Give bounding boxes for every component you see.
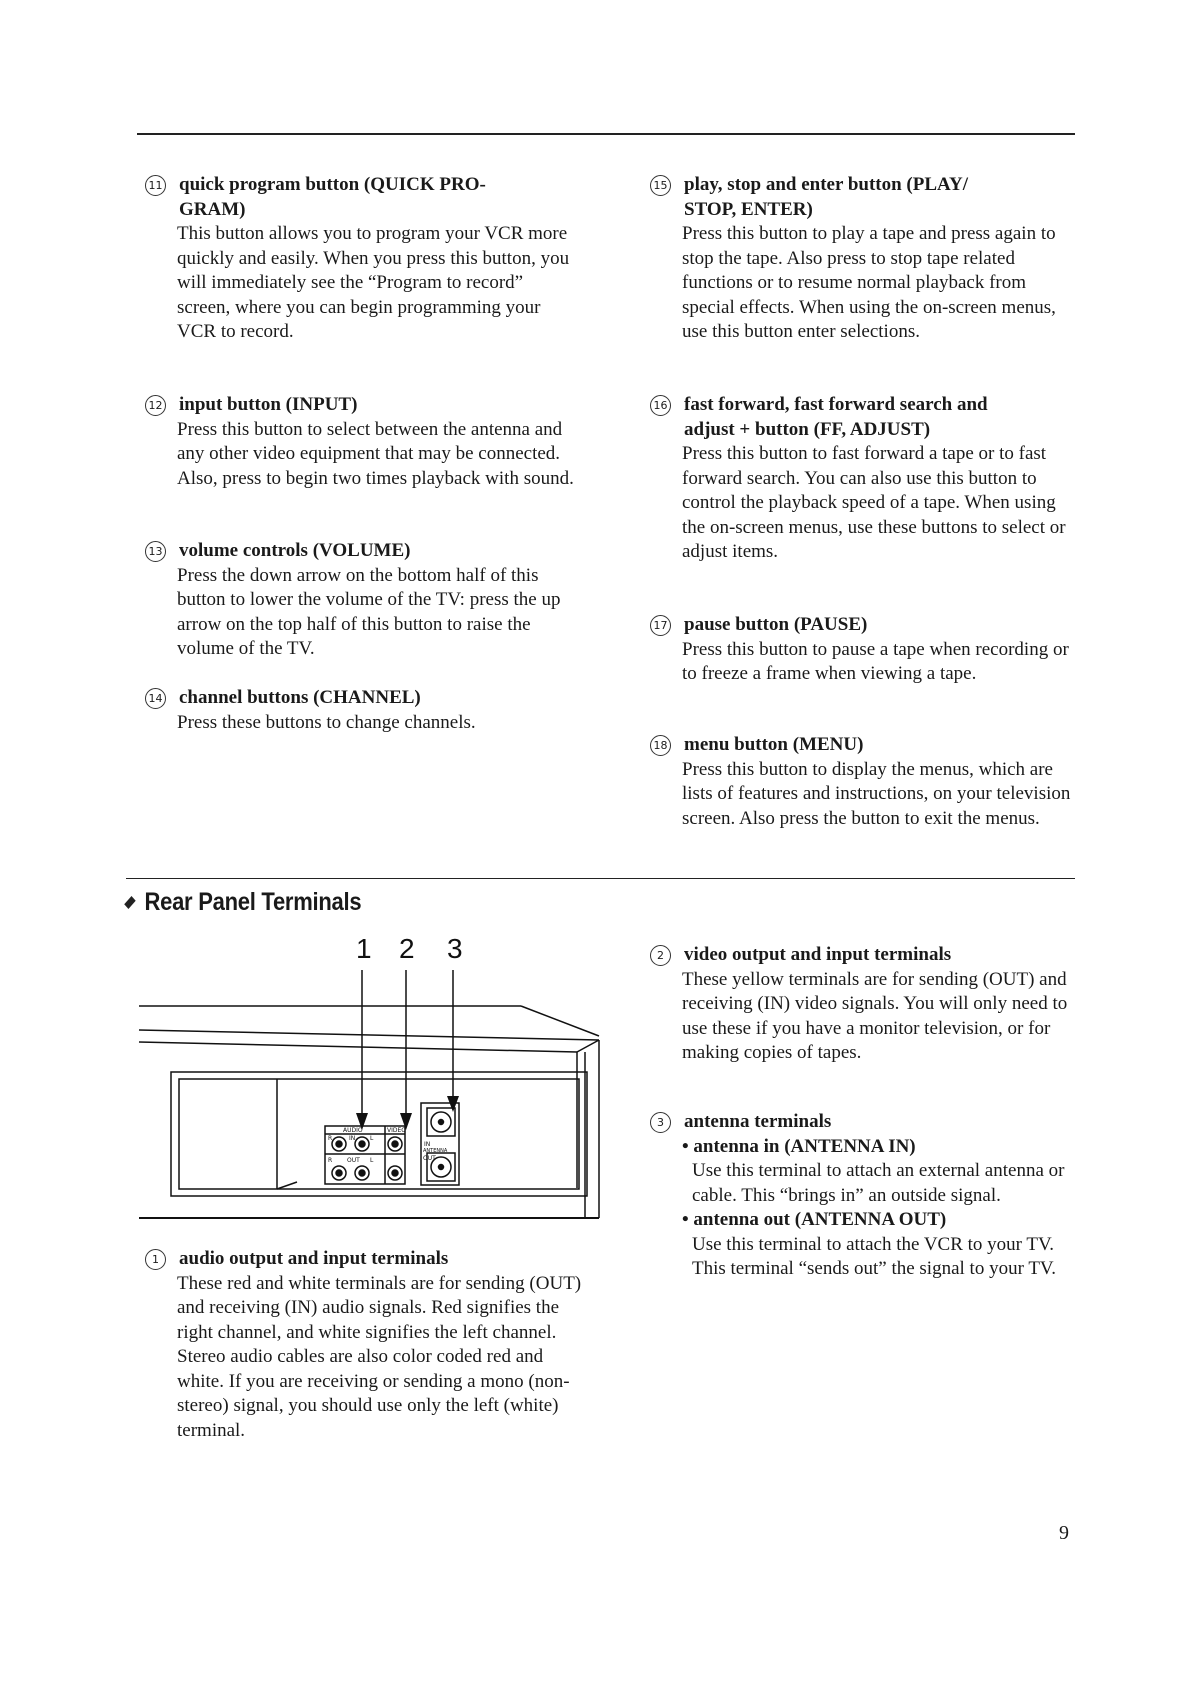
callout-label: 3 xyxy=(447,933,463,964)
item-input xyxy=(148,393,577,491)
panel-label-ant-out: OUT xyxy=(423,1155,436,1162)
panel-label-r-out: R xyxy=(328,1157,333,1164)
item-title: video output and input terminals xyxy=(684,944,952,965)
item-fast-forward xyxy=(653,393,1082,565)
item-body: Press this button to play a tape and press again to stop the tape. Also press to stop tape related functions or to resume normal playback from special effects. When using the on-screen menus, use this button enter selections. xyxy=(682,223,1056,342)
diamond-bullet-icon xyxy=(124,896,135,909)
top-rule xyxy=(137,133,1075,135)
item-audio-terminals xyxy=(152,1247,587,1443)
item-body: Press this button to fast forward a tape or to fast forward search. You can also use this button to control the playback speed of a tape. When using the on-screen menus, use these buttons to select or adjust items. xyxy=(682,443,1066,562)
item-channel xyxy=(148,686,577,735)
number-badge: 2 xyxy=(650,945,671,966)
page-number: 9 xyxy=(1059,1522,1069,1544)
item-title: volume controls (VOLUME) xyxy=(179,540,411,561)
section-rule xyxy=(126,878,1075,879)
item-antenna-terminals xyxy=(657,1110,1082,1282)
item-body: This button allows you to program your VCR more quickly and easily. When you press this button, you will immediately see the “Program to record” screen, where you can begin programming your VCR to record. xyxy=(177,223,570,342)
panel-label-r-in: R xyxy=(328,1135,333,1142)
panel-label-ant-in: IN xyxy=(424,1141,431,1148)
item-body: Press this button to pause a tape when recording or to freeze a frame when viewing a tape. xyxy=(682,638,1069,684)
item-title: fast forward, fast forward search and adjust + button (FF, ADJUST) xyxy=(684,394,988,440)
item-body: Press this button to display the menus, which are lists of features and instructions, on your television screen. Also press the button to exit the menus. xyxy=(682,758,1071,829)
antenna-in-subitem xyxy=(682,1135,1082,1209)
number-badge: 11 xyxy=(145,175,166,196)
subitem-body: Use this terminal to attach an external antenna or cable. This “brings in” an outside signal. xyxy=(692,1160,1065,1206)
item-play-stop-enter xyxy=(653,173,1082,345)
item-title: antenna terminals xyxy=(684,1111,832,1132)
item-title: channel buttons (CHANNEL) xyxy=(179,687,421,708)
number-badge: 12 xyxy=(145,395,166,416)
antenna-out-subitem xyxy=(682,1208,1082,1282)
item-title: input button (INPUT) xyxy=(179,394,358,415)
number-badge: 18 xyxy=(650,735,671,756)
panel-label-audio: AUDIO xyxy=(343,1127,363,1134)
item-title: play, stop and enter button (PLAY/ STOP, ENTER) xyxy=(684,174,969,220)
callout-label: 1 xyxy=(356,933,372,964)
number-badge: 17 xyxy=(650,615,671,636)
number-badge: 15 xyxy=(650,175,671,196)
item-volume xyxy=(148,539,577,662)
number-badge: 14 xyxy=(145,688,166,709)
item-body: Press this button to select between the antenna and any other video equipment that may be connected. Also, press to begin two times playback with sound. xyxy=(177,418,574,489)
item-video-terminals xyxy=(657,943,1082,1066)
panel-label-out: OUT xyxy=(347,1157,360,1164)
panel-label-antenna: ANTENNA xyxy=(423,1148,448,1154)
number-badge: 16 xyxy=(650,395,671,416)
item-body: Press these buttons to change channels. xyxy=(177,711,476,733)
panel-label-video: VIDEO xyxy=(387,1127,407,1134)
item-menu xyxy=(653,733,1082,831)
section-heading xyxy=(126,888,361,917)
section-title: Rear Panel Terminals xyxy=(144,888,362,916)
item-body: These red and white terminals are for sending (OUT) and receiving (IN) audio signals. Red signifies the right channel, and white signifies the left channel. Stereo audio cables are also color coded red and white. If you are receiving or sending a mono (non-stereo) signal, you should use only the left (white) terminal. xyxy=(177,1272,582,1441)
item-title: menu button (MENU) xyxy=(684,734,864,755)
subitem-body: Use this terminal to attach the VCR to your TV. This terminal “sends out” the signal to your TV. xyxy=(692,1233,1056,1279)
panel-label-l-out: L xyxy=(370,1157,374,1164)
panel-label-l-in: L xyxy=(370,1135,374,1142)
item-body: These yellow terminals are for sending (OUT) and receiving (IN) video signals. You will only need to use these if you have a monitor television, or for making copies of tapes. xyxy=(682,968,1068,1063)
subitem-title: • antenna in (ANTENNA IN) xyxy=(682,1135,916,1157)
item-title: pause button (PAUSE) xyxy=(684,614,868,635)
rear-panel-diagram xyxy=(137,928,607,1228)
number-badge: 1 xyxy=(145,1249,166,1270)
callout-label: 2 xyxy=(399,933,415,964)
item-pause xyxy=(653,613,1082,687)
number-badge: 13 xyxy=(145,541,166,562)
item-quick-program xyxy=(148,173,577,345)
item-title: quick program button (QUICK PRO- GRAM) xyxy=(179,174,486,220)
number-badge: 3 xyxy=(650,1112,671,1133)
panel-label-in: IN xyxy=(349,1135,356,1142)
subitem-title: • antenna out (ANTENNA OUT) xyxy=(682,1209,947,1230)
item-body: Press the down arrow on the bottom half of this button to lower the volume of the TV: press the up arrow on the top half of this button to raise the volume of the TV. xyxy=(177,564,561,659)
item-title: audio output and input terminals xyxy=(179,1248,449,1269)
